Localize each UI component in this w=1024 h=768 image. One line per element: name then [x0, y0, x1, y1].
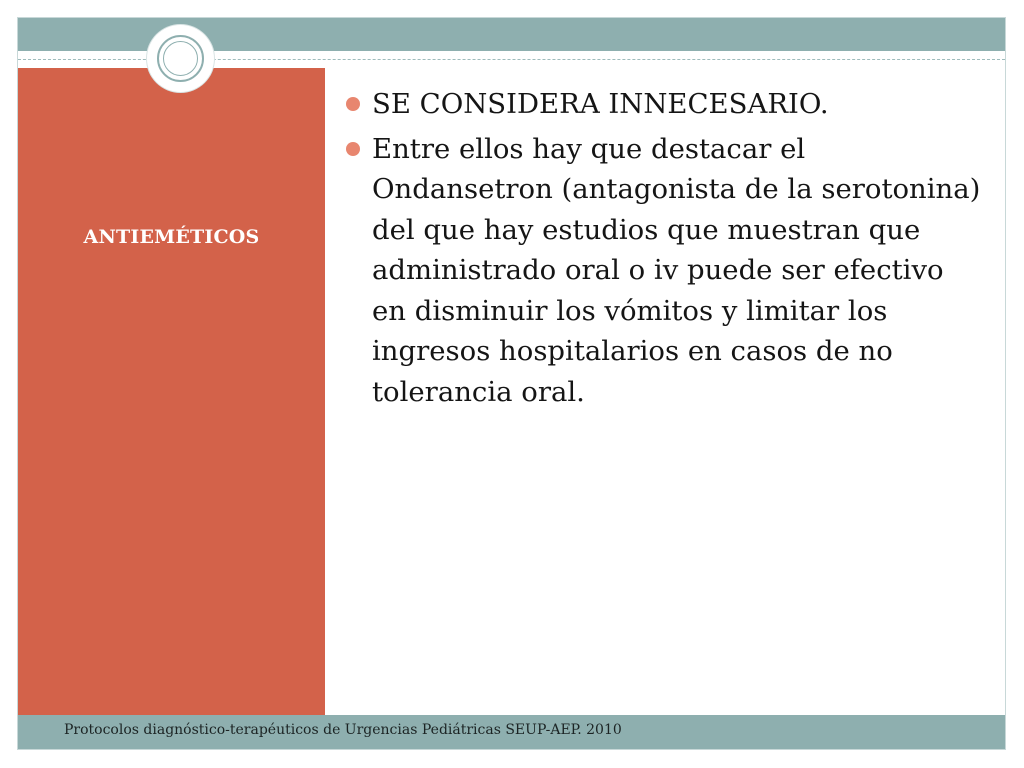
circle-ring — [157, 35, 204, 82]
slide-content — [346, 84, 986, 416]
bullet-item — [346, 129, 986, 413]
bullet-item — [346, 84, 986, 125]
bullet-dot-icon — [346, 142, 360, 156]
circle-ornament-icon — [147, 25, 214, 92]
bullet-text: Entre ellos hay que destacar el Ondansetron (antagonista de la serotonina) del que hay estudios que muestran que administrado oral o iv puede ser efectivo en disminuir los vómitos y limitar los ingresos hospitalarios en casos de no tolerancia oral. — [372, 132, 981, 408]
bullet-dot-icon — [346, 97, 360, 111]
section-panel — [18, 68, 325, 715]
bullet-list — [346, 84, 986, 412]
footer-text: Protocolos diagnóstico-terapéuticos de Urgencias Pediátricas SEUP-AEP. 2010 — [64, 722, 622, 738]
bullet-text: SE CONSIDERA INNECESARIO. — [372, 88, 829, 120]
section-title: ANTIEMÉTICOS — [83, 226, 260, 248]
slide — [17, 17, 1006, 750]
circle-inner — [163, 41, 198, 76]
footer-band — [18, 715, 1005, 750]
